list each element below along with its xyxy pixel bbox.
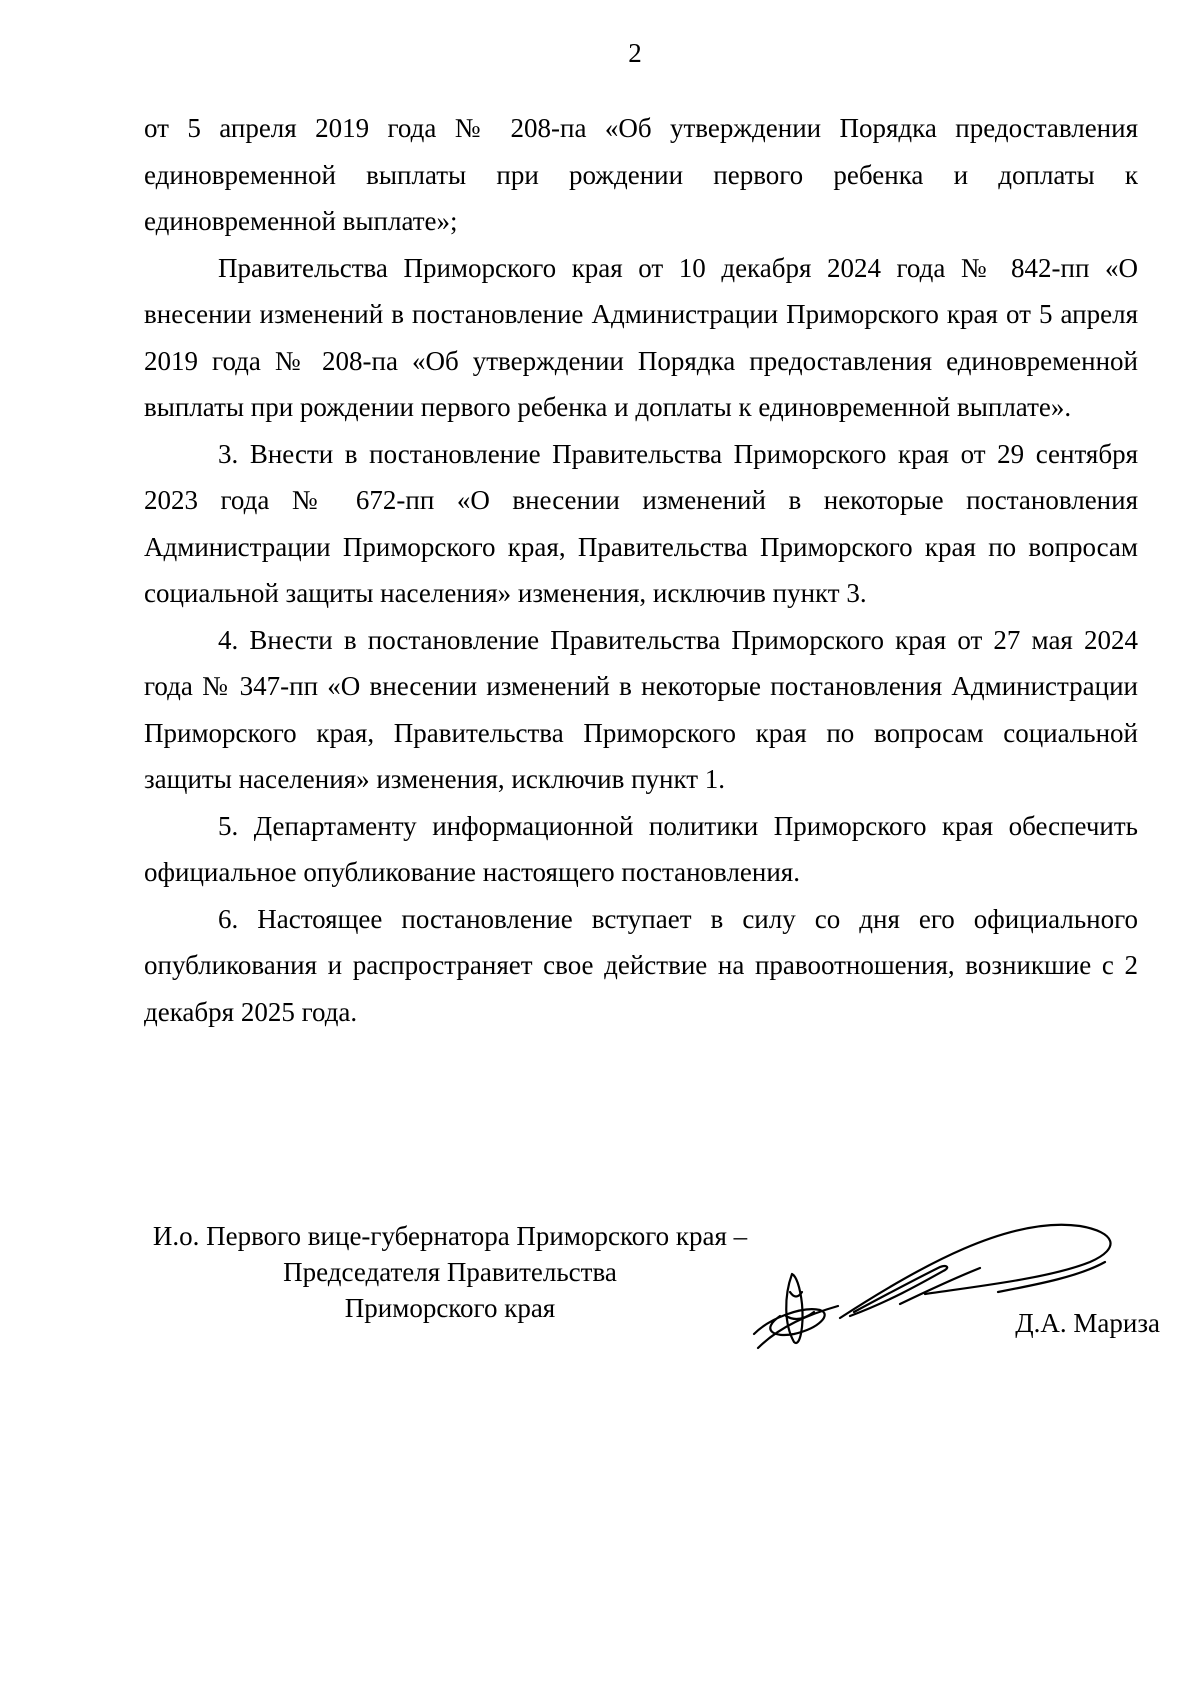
paragraph-item-4: 4. Внести в постановление Правительства Приморского края от 27 мая 2024 года № 347-пп «О внесении изменений в некоторые постановления Администрации Приморского края, Правительства Приморского края по вопросам социальной защиты населения» изменения, исключив пункт 1. — [144, 624, 1138, 794]
document-body — [144, 105, 1138, 1035]
signer-name: Д.А. Мариза — [1015, 1308, 1160, 1338]
paragraph-continuation: от 5 апреля 2019 года № 208-па «Об утверждении Порядка предоставления единовременной выплаты при рождении первого ребенка и доплаты к единовременной выплате»; — [144, 113, 1138, 236]
paragraph-item-3: 3. Внести в постановление Правительства Приморского края от 29 сентября 2023 года № 672-пп «О внесении изменений в некоторые постановления Администрации Приморского края, Правительства Приморского края по вопросам социальной защиты населения» изменения, исключив пункт 3. — [144, 438, 1138, 608]
signatory-title-line-1: И.о. Первого вице-губернатора Приморского края – — [152, 1221, 748, 1251]
paragraph-item-5: 5. Департаменту информационной политики Приморского края обеспечить официальное опубликование настоящего постановления. — [144, 810, 1138, 887]
signatory-title — [100, 1218, 800, 1326]
paragraph-item-6: 6. Настоящее постановление вступает в силу со дня его официального опубликования и распространяет свое действие на правоотношения, возникшие с 2 декабря 2025 года. — [144, 903, 1138, 1027]
paragraph-government-decree-842: Правительства Приморского края от 10 декабря 2024 года № 842-пп «О внесении изменений в постановление Администрации Приморского края от 5 апреля 2019 года № 208-па «Об утверждении Порядка предоставления единовременной выплаты при рождении первого ребенка и доплаты к единовременной выплате». — [144, 252, 1138, 422]
signatory-title-line-3: Приморского края — [344, 1293, 556, 1323]
page-number: 2 — [628, 38, 642, 68]
signatory-title-line-2: Председателя Правительства — [283, 1257, 617, 1287]
